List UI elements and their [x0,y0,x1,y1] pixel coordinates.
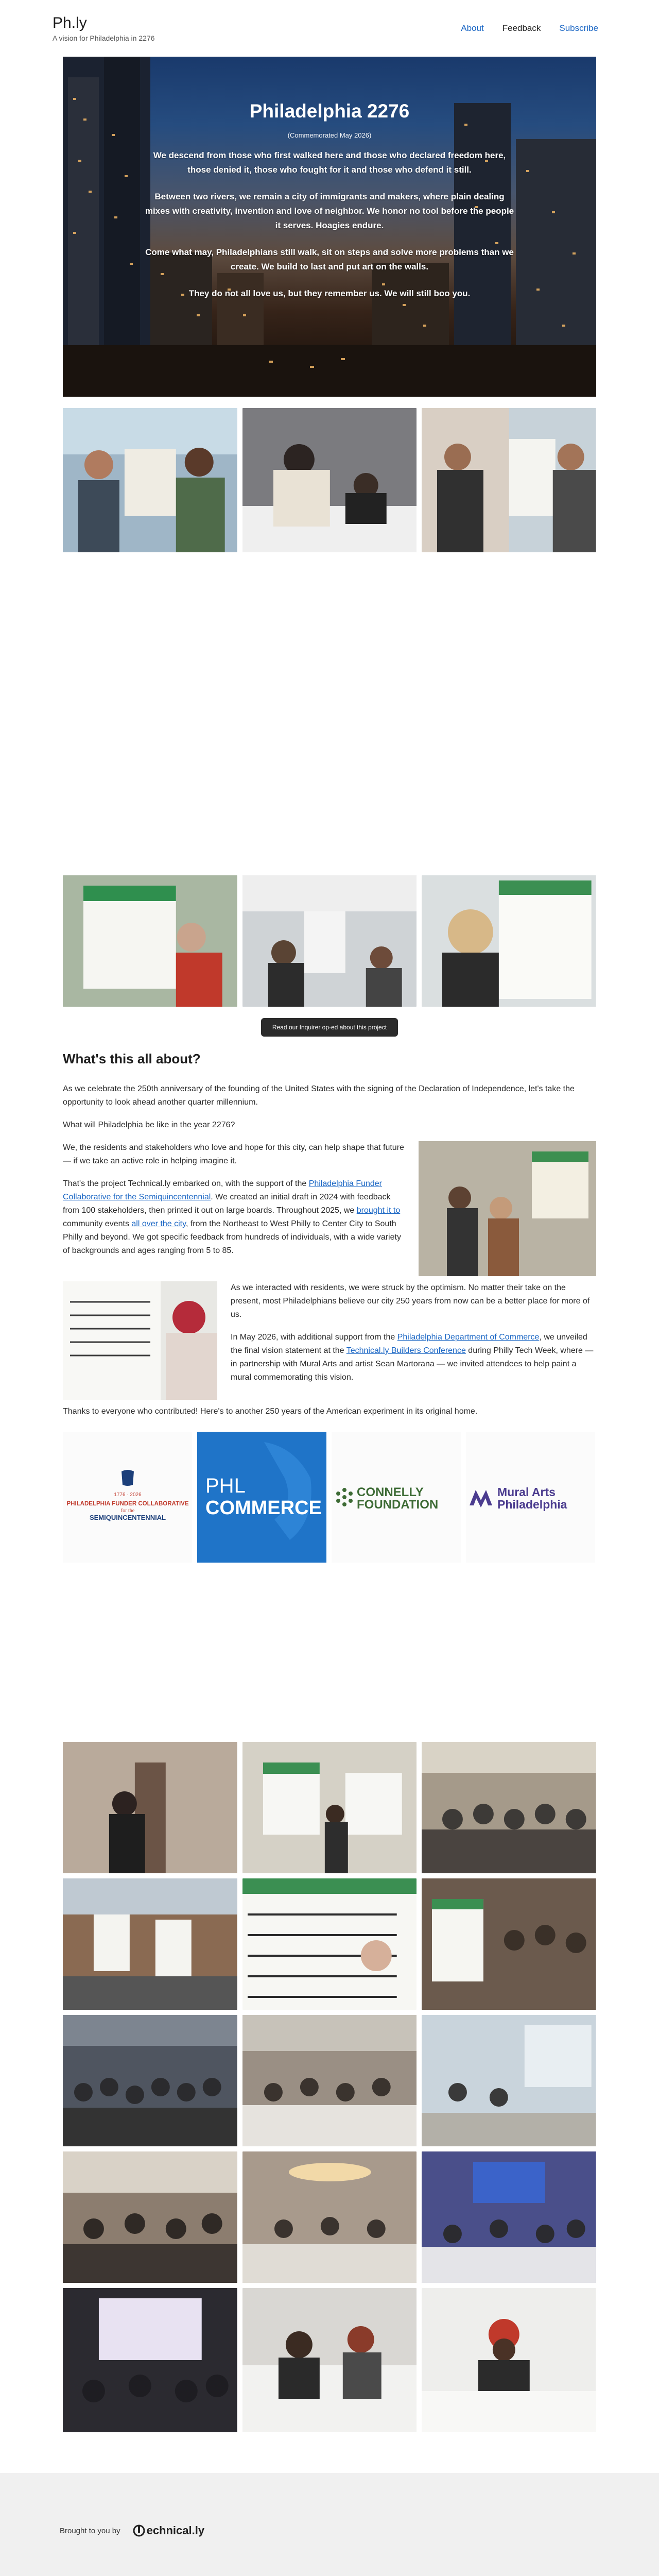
about-title: What's this all about? [63,1051,201,1066]
gallery-photo [242,1742,417,1873]
about-paragraph-project: That's the project Technical.ly embarked on, with the support of the Philadelphia Funder Collaborative for the Semiquincentennial. We created an initial draft in 2024 with feedback from 100 stakeholders, then printed it out on large boards. Throughout 2025, we brought it to community events all over the city, from the Northeast to West Philly to Center City to South Philly and beyond. We got specific feedback from hundreds of individuals, with a wide variety of backgrounds and ages ranging from 5 to 85. [63,1179,401,1255]
photo-row [63,875,596,1007]
nav-feedback[interactable]: Feedback [502,23,541,33]
photo-row [63,1878,596,2010]
cta-wrap [63,1018,596,1037]
technically-logo[interactable] [133,2524,205,2537]
pfc-years: 1776 · 2026 [113,1492,142,1498]
hero-title: Philadelphia 2276 [249,100,410,122]
spacer [63,552,596,875]
spacer [63,1563,596,1742]
hero-subtitle: (Commemorated May 2026) [287,131,372,139]
pfc-line1: PHILADELPHIA FUNDER COLLABORATIVE [66,1501,189,1507]
technically-logo-icon [133,2524,145,2537]
gallery-photo [242,1878,417,2010]
photo-row [63,2151,596,2283]
commerce-line2: COMMERCE [205,1497,322,1519]
gallery-photo [422,2151,596,2283]
about-paragraph-unveil: In May 2026, with additional support from the Philadelphia Department of Commerce, we unveiled the final vision statement at the Technical.ly Builders Conference during Philly Tech Week, where — in partnership with Mural Arts and artist Sean Martorana — we invited attendees to help paint a mural commemorating this vision. [231,1333,594,1382]
link-all-over-city[interactable]: all over the city [131,1219,186,1228]
about-paragraph: As we interacted with residents, we were struck by the optimism. No matter their take on the present, most Philadelphians believe our city 250 years from now can be a better place for more of us. [231,1283,590,1319]
about-paragraph: As we celebrate the 250th anniversary of the founding of the United States with the signing of the Declaration of Independence, let's take the opportunity to look ahead another quarter millennium. [63,1084,575,1107]
about-photo-right [419,1141,596,1276]
main-content [63,57,596,2432]
gallery-photo [242,2015,417,2146]
phl-commerce-logo[interactable] [197,1432,326,1563]
site-title[interactable]: Ph.ly [53,14,87,31]
site-tagline: A vision for Philadelphia in 2276 [53,34,155,42]
main-nav [461,23,598,33]
about-photo-left [63,1281,217,1400]
gallery-photo [63,2015,237,2146]
nav-subscribe[interactable]: Subscribe [559,23,598,33]
mural-line2: Philadelphia [497,1498,567,1511]
funder-collaborative-logo[interactable] [63,1432,192,1563]
link-brought-it-to[interactable]: brought it to [356,1206,401,1215]
about-section [63,1051,596,1418]
site-header [0,0,659,57]
connelly-line1: CONNELLY [357,1485,424,1499]
photo-row [63,408,596,552]
event-photo [242,875,417,1007]
photo-row [63,1742,596,1873]
about-paragraph: We, the residents and stakeholders who love and hope for this city, can help shape that future — if we take an active role in helping imagine it. [63,1143,404,1165]
nav-about[interactable]: About [461,23,484,33]
gallery-photo [242,2288,417,2432]
photo-row [63,2288,596,2432]
gallery-photo [63,1878,237,2010]
technically-logo-text: echnical.ly [146,2524,205,2537]
gallery-photo [63,2288,237,2432]
event-photo [422,408,596,552]
photo-row [63,2015,596,2146]
event-photo [422,875,596,1007]
footer-label: Brought to you by [60,2527,120,2535]
gallery-photo [422,2288,596,2432]
gallery-photo [422,1878,596,2010]
mural-line1: Mural Arts [497,1485,556,1499]
gallery-photo [422,2015,596,2146]
photo-gallery [63,1742,596,2432]
pfc-line3: SEMIQUINCENTENNIAL [89,1514,166,1521]
link-builders-conference[interactable]: Technical.ly Builders Conference [346,1346,466,1355]
event-photo [63,875,237,1007]
mural-arts-logo[interactable] [466,1432,595,1563]
sponsor-logos [63,1432,596,1563]
hero-paragraph: Between two rivers, we remain a city of immigrants and makers, where plain dealing mixes with creativity, invention and love of neighbor. We honor no tool before the people it serves. Hoagies endure. [145,192,514,230]
commerce-line1: PHL [205,1475,246,1497]
hero-text [63,57,596,301]
inquirer-op-ed-button[interactable]: Read our Inquirer op-ed about this project [261,1018,398,1037]
link-funder-collaborative[interactable]: Philadelphia Funder Collaborative for the Semiquincentennial [63,1179,383,1201]
hero-paragraph: They do not all love us, but they remember us. We will still boo you. [188,289,471,298]
pfc-line2: for the [120,1508,134,1514]
hero-paragraph: We descend from those who first walked here and those who declared freedom here, those denied it, those who fought for it and those who defend it still. [153,150,506,175]
hero-paragraph: Come what may, Philadelphians still walk, sit on steps and solve more problems than we create. We build to last and put art on the walls. [145,247,514,272]
connelly-line2: FOUNDATION [357,1498,439,1512]
hero-banner [63,57,596,397]
event-photo [63,408,237,552]
gallery-photo [63,1742,237,1873]
about-paragraph: What will Philadelphia be like in the year 2276? [63,1121,235,1129]
gallery-photo [422,1742,596,1873]
gallery-photo [242,2151,417,2283]
gallery-photo [63,2151,237,2283]
event-photo [242,408,417,552]
site-footer [0,2473,659,2576]
link-dept-commerce[interactable]: Philadelphia Department of Commerce [397,1333,540,1342]
brand[interactable] [53,14,154,42]
connelly-foundation-logo[interactable] [332,1432,461,1563]
about-paragraph: Thanks to everyone who contributed! Here's to another 250 years of the American experiment in its original home. [63,1407,478,1416]
